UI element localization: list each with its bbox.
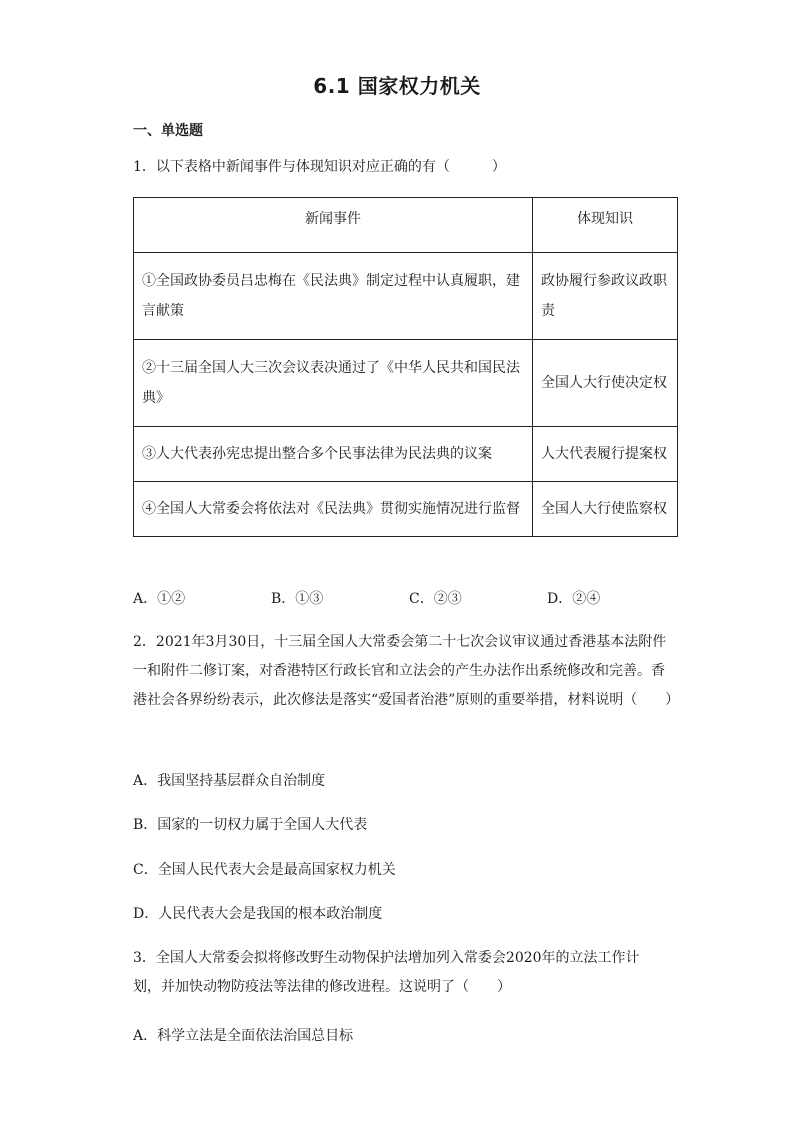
table-cell-knowledge: 人大代表履行提案权	[533, 427, 678, 482]
table-cell-news: ④全国人大常委会将依法对《民法典》贯彻实施情况进行监督	[134, 482, 533, 537]
question-2-stem: 2．2021年3月30日，十三届全国人大常委会第二十七次会议审议通过香港基本法附件一和附件二修订案，对香港特区行政长官和立法会的产生办法作出系统修改和完善。香港社会各界纷纷表示，此次修法是落实“爱国者治港”原则的重要举措，材料说明（ ）	[133, 634, 680, 708]
question-1-options	[133, 589, 693, 609]
option-b[interactable]: B．①③	[271, 591, 324, 607]
table-row	[134, 427, 678, 482]
option-c[interactable]: C．全国人民代表大会是最高国家权力机关	[133, 862, 396, 878]
question-1-stem: 1．以下表格中新闻事件与体现知识对应正确的有（ ）	[133, 159, 506, 175]
table-header-news: 新闻事件	[134, 198, 533, 253]
table-header-knowledge: 体现知识	[533, 198, 678, 253]
news-knowledge-table	[133, 197, 678, 537]
table-header-row	[134, 198, 678, 253]
table-cell-knowledge: 政协履行参政议政职责	[533, 253, 678, 340]
table-cell-news: ③人大代表孙宪忠提出整合多个民事法律为民法典的议案	[134, 427, 533, 482]
table-cell-knowledge: 全国人大行使监察权	[533, 482, 678, 537]
question-3-stem: 3．全国人大常委会拟将修改野生动物保护法增加列入常委会2020年的立法工作计划，并加快动物防疫法等法律的修改进程。这说明了（ ）	[133, 950, 640, 995]
table-cell-news: ①全国政协委员吕忠梅在《民法典》制定过程中认真履职，建言献策	[134, 253, 533, 340]
page-title: 6.1 国家权力机关	[313, 74, 481, 98]
option-c[interactable]: C．②③	[409, 591, 462, 607]
table-cell-news: ②十三届全国人大三次会议表决通过了《中华人民共和国民法典》	[134, 340, 533, 427]
table-row	[134, 340, 678, 427]
table-cell-knowledge: 全国人大行使决定权	[533, 340, 678, 427]
option-b[interactable]: B．国家的一切权力属于全国人大代表	[133, 817, 368, 833]
table-row	[134, 482, 678, 537]
table-row	[134, 253, 678, 340]
option-a[interactable]: A．①②	[133, 591, 186, 607]
option-a[interactable]: A．科学立法是全面依法治国总目标	[133, 1028, 354, 1044]
option-a[interactable]: A．我国坚持基层群众自治制度	[133, 773, 326, 789]
section-heading: 一、单选题	[133, 123, 203, 139]
option-d[interactable]: D．人民代表大会是我国的根本政治制度	[133, 906, 383, 922]
option-d[interactable]: D．②④	[547, 591, 601, 607]
